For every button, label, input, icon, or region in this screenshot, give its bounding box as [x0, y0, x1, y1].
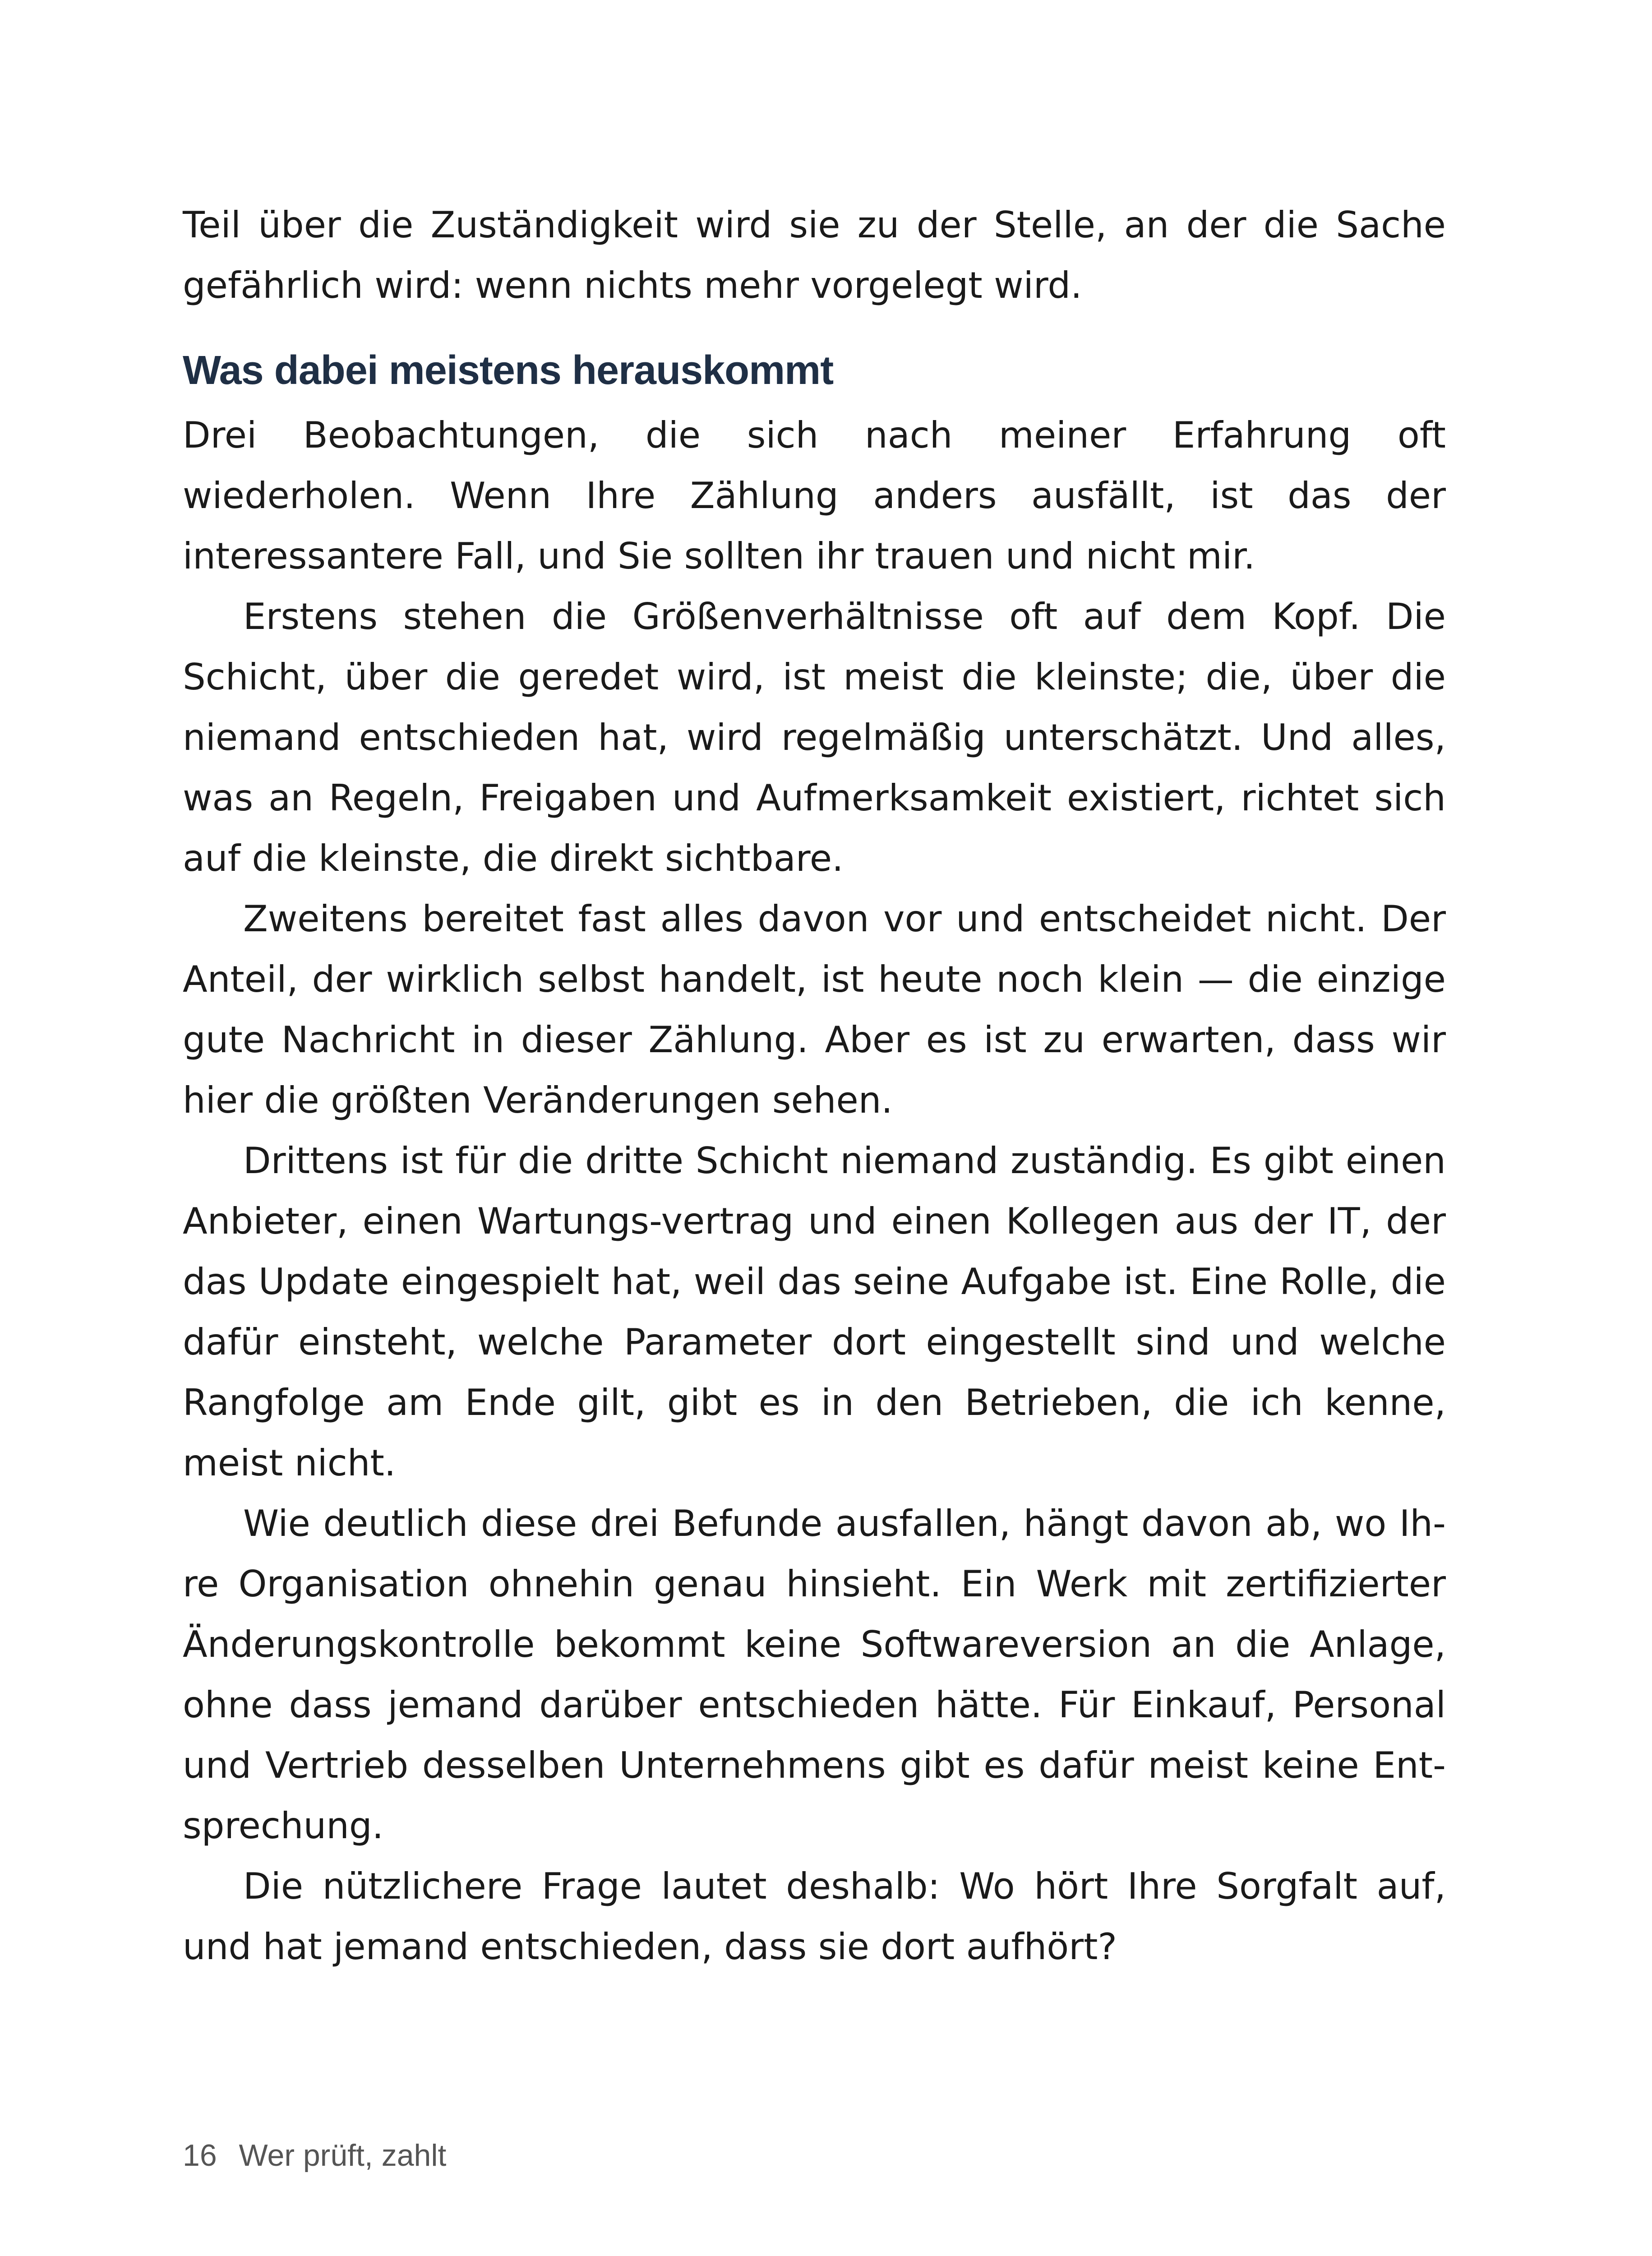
body-text: [183, 195, 1446, 1977]
paragraph-second: Zweitens bereitet fast alles davon vor und entscheidet nicht. Der Anteil, der wirklich selbst handelt, ist heute noch klein — die einzige gute Nachricht in dieser Zählung. Aber es ist zu erwarten, dass wir hier die größten Veränderungen sehen.: [183, 898, 1446, 1121]
running-title: Wer prüft, zahlt: [239, 2138, 447, 2173]
paragraph-third: Drittens ist für die dritte Schicht niemand zuständig. Es gibt einen Anbieter, einen Wartungs-vertrag und einen Kollegen aus der IT, der das Update eingespielt hat, weil das seine Aufgabe ist. Eine Rolle, die dafür einsteht, welche Parameter dort eingestellt sind und welche Rangfolge am Ende gilt, gibt es in den Betrieben, die ich kenne, meist nicht.: [183, 1140, 1446, 1484]
intro-paragraph: Teil über die Zuständigkeit wird sie zu der Stelle, an der die Sache gefährlich wird: wenn nichts mehr vorgelegt wird.: [183, 204, 1446, 306]
page-number: 16: [183, 2138, 217, 2173]
paragraph-first: Erstens stehen die Größenverhältnisse oft auf dem Kopf. Die Schicht, über die geredet wird, ist meist die kleinste; die, über die niemand entschieden hat, wird regelmäßig unterschätzt. Und alles, was an Regeln, Freigaben und Aufmerksamkeit existiert, richtet sich auf die kleinste, die direkt sichtbare.: [183, 596, 1446, 879]
paragraph-observations: Drei Beobachtungen, die sich nach meiner Erfahrung oft wiederholen. Wenn Ihre Zählung anders ausfällt, ist das der interessantere Fall, und Sie sollten ihr trauen und nicht mir.: [183, 414, 1446, 577]
paragraph-question: Die nützlichere Frage lautet deshalb: Wo hört Ihre Sorgfalt auf, und hat jemand entschieden, dass sie dort aufhört?: [183, 1865, 1446, 1968]
page-footer: [183, 2135, 446, 2176]
paragraph-findings: Wie deutlich diese drei Befunde ausfallen, hängt davon ab, wo Ihre Organisation ohnehin genau hinsieht. Ein Werk mit zertifizierter Änderungskontrolle bekommt keine Softwareversion an die Anlage, ohne dass jemand darüber entschieden hätte. Für Einkauf, Personal und Vertrieb desselben Unternehmens gibt es dafür meist keine Entsprechung.: [183, 1502, 1446, 1847]
section-heading: Was dabei meistens herauskommt: [183, 348, 834, 393]
